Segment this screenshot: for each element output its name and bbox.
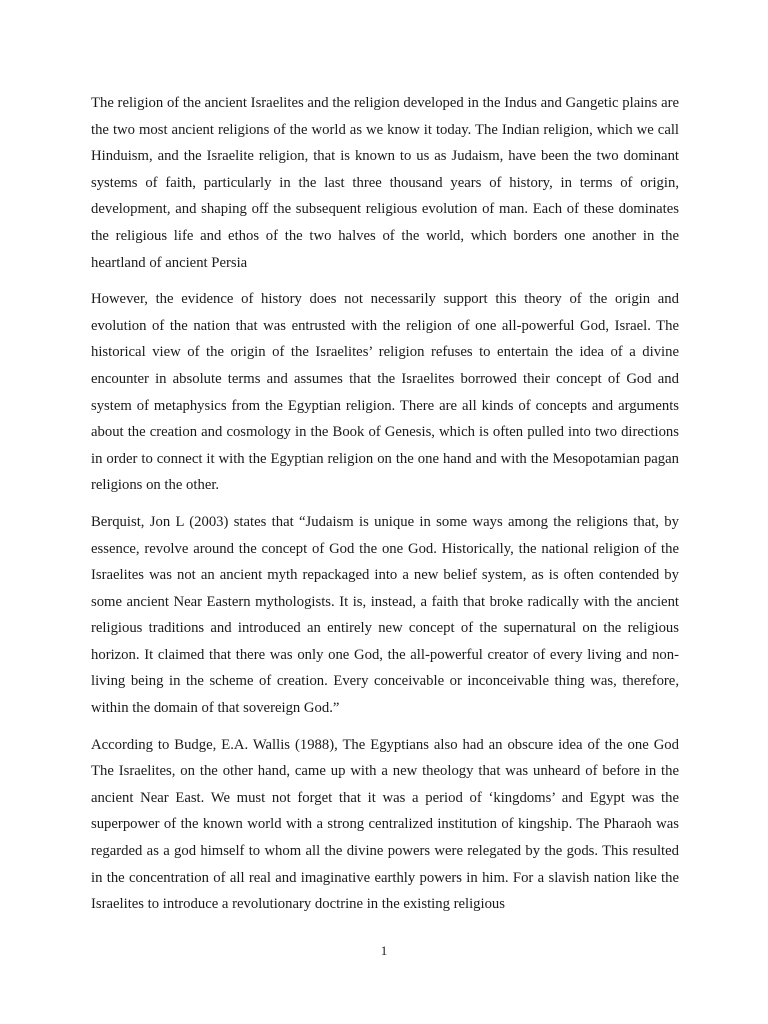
paragraph-4: According to Budge, E.A. Wallis (1988), The Egyptians also had an obscure idea of the one God The Israelites, on the other hand, came up with a new theology that was unheard of before in the ancient Near East. We must not forget that it was a period of ‘kingdoms’ and Egypt was the superpower of the known world with a strong centralized institution of kingship. The Pharaoh was regarded as a god himself to whom all the divine powers were relegated by the gods. This resulted in the concentration of all real and imaginative earthly powers in him. For a slavish nation like the Israelites to introduce a revolutionary doctrine in the existing religious [91, 736, 679, 913]
paragraph-1: The religion of the ancient Israelites and the religion developed in the Indus and Gangetic plains are the two most ancient religions of the world as we know it today. The Indian religion, which we call Hinduism, and the Israelite religion, that is known to us as Judaism, have been the two dominant systems of faith, particularly in the last three thousand years of history, in terms of origin, development, and shaping off the subsequent religious evolution of man. Each of these dominates the religious life and ethos of the two halves of the world, which borders one another in the heartland of ancient Persia [91, 95, 679, 271]
paragraph-2: However, the evidence of history does not necessarily support this theory of the origin and evolution of the nation that was entrusted with the religion of one all-powerful God, Israel. The historical view of the origin of the Israelites’ religion refuses to entertain the idea of a divine encounter in absolute terms and assumes that the Israelites borrowed their concept of God and system of metaphysics from the Egyptian religion. There are all kinds of concepts and arguments about the creation and cosmology in the Book of Genesis, which is often pulled into two directions in order to connect it with the Egyptian religion on the one hand and with the Mesopotamian pagan religions on the other. [91, 291, 679, 494]
paragraph-3: Berquist, Jon L (2003) states that “Judaism is unique in some ways among the religions that, by essence, revolve around the concept of God the one God. Historically, the national religion of the Israelites was not an ancient myth repackaged into a new belief system, as is often contended by some ancient Near Eastern mythologists. It is, instead, a faith that broke radically with the ancient religious traditions and introduced an entirely new concept of the supernatural on the religious horizon. It claimed that there was only one God, the all-powerful creator of every living and non-living being in the scheme of creation. Every conceivable or inconceivable thing was, therefore, within the domain of that sovereign God.” [91, 513, 679, 717]
body-text [91, 90, 679, 928]
page-number: 1 [380, 943, 388, 958]
